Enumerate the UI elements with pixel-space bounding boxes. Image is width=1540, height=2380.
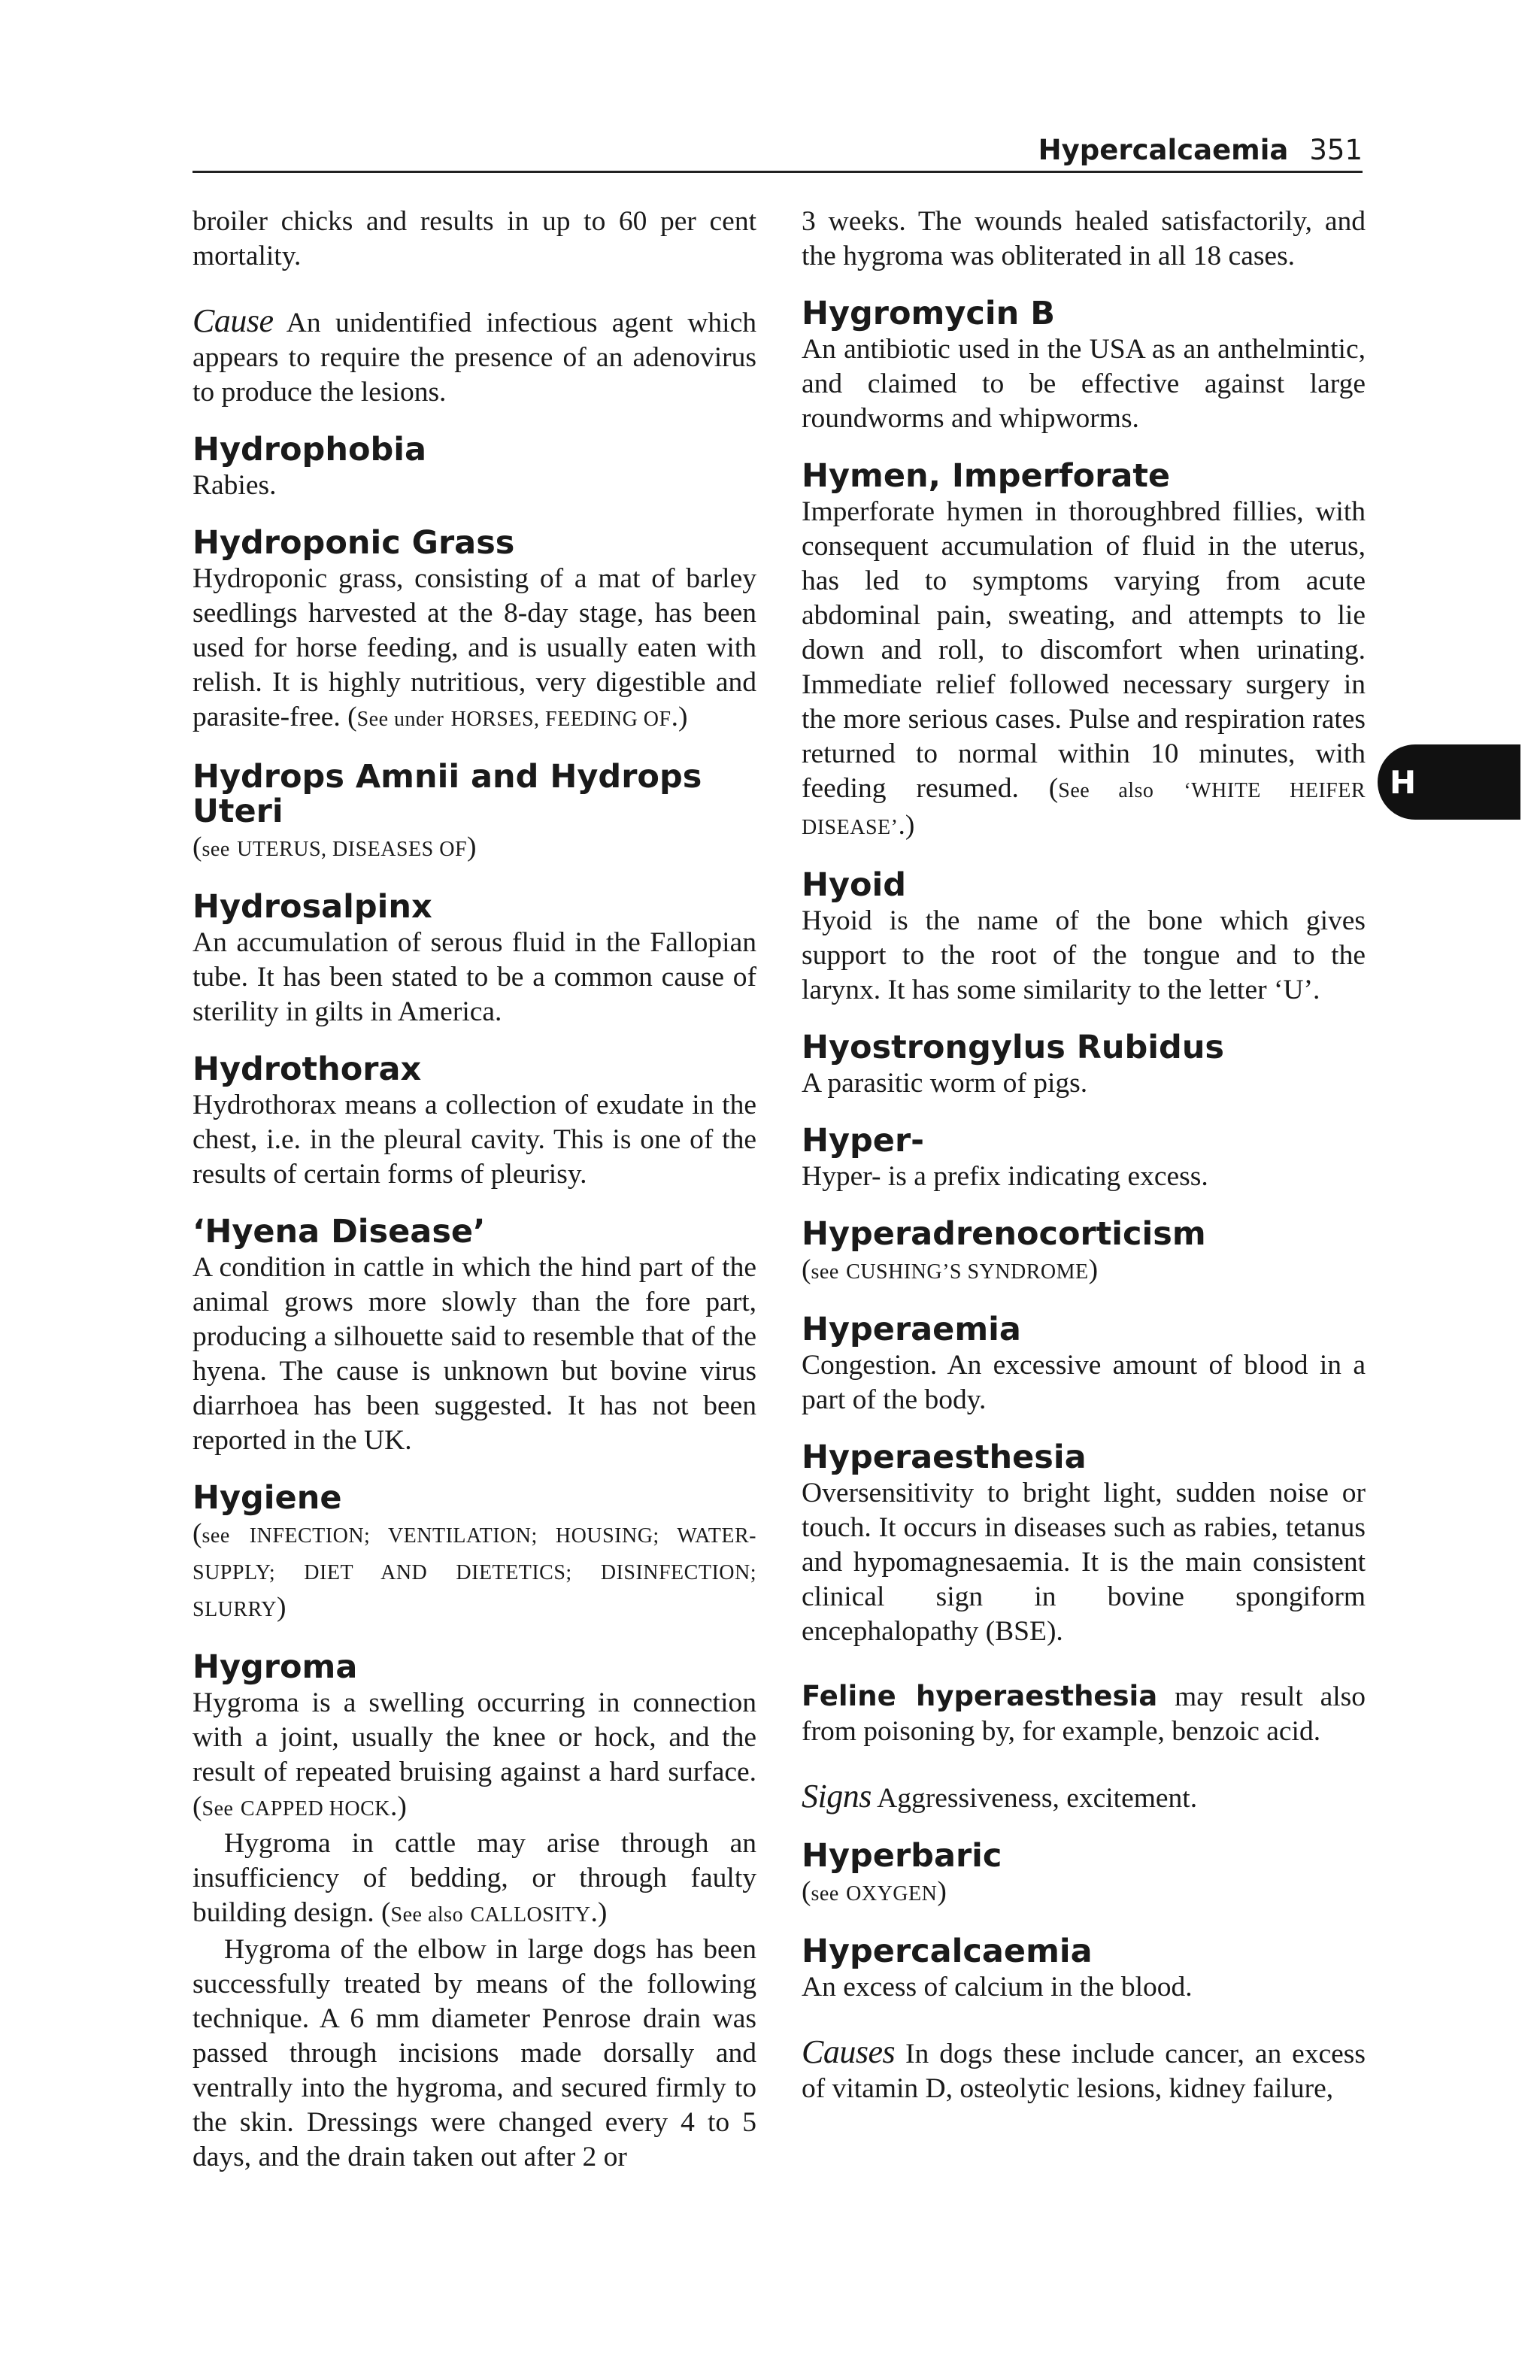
entry-definition: An accumulation of serous fluid in the Fallopian tube. It has been stated to be a common cause of sterility in gilts in America. [192, 927, 756, 1027]
entry-headword: Hypercalcaemia [802, 1933, 1093, 1970]
running-head [192, 125, 1363, 173]
entry-headword: Hygromycin B [802, 295, 1055, 332]
subsection-signs: Signs Aggressiveness, excitement. [802, 1778, 1198, 1815]
running-head-title: Hypercalcaemia [1038, 134, 1289, 166]
entry-headword: Hyperadrenocorticism [802, 1215, 1206, 1253]
entry-headword: ‘Hyena Disease’ [192, 1213, 486, 1251]
entry-cause [192, 304, 756, 410]
entry-cross-reference: (see OXYGEN) [802, 1876, 947, 1907]
entry-hyoid [802, 868, 1366, 1008]
entry-headword: Hymen, Imperforate [802, 457, 1171, 495]
entry-hyperaemia [802, 1312, 1366, 1417]
entry-hyper [802, 1123, 1366, 1194]
entry-cross-reference: (see INFECTION; VENTILATION; HOUSING; WATER-SUPPLY; DIET AND DIETETICS; DISINFECTION; SLURRY) [192, 1518, 756, 1623]
entry-headword: Hydrothorax [192, 1051, 422, 1088]
entry-hygiene [192, 1481, 756, 1627]
subsection-text: An unidentified infectious agent which appears to require the presence of an adenovirus to produce the lesions. [192, 308, 756, 408]
entry-hydrophobia [192, 432, 756, 503]
entry-headword: Hygiene [192, 1479, 342, 1517]
left-column [192, 205, 756, 2175]
entry-headword: Hygroma [192, 1648, 358, 1686]
page-number: 351 [1309, 134, 1363, 166]
entry-paragraph: Hygroma of the elbow in large dogs has been successfully treated by means of the following technique. A 6 mm diameter Penrose drain was passed through incisions made dorsally and ventrally into the hygroma, and secured firmly to the skin. Dressings were changed every 4 to 5 days, and the drain taken out after 2 or [192, 1934, 756, 2172]
entry-headword: Hydroponic Grass [192, 524, 515, 562]
entry-cross-reference: (see UTERUS, DISEASES OF) [192, 832, 477, 863]
entry-hyena-disease [192, 1214, 756, 1458]
entry-definition: Oversensitivity to bright light, sudden noise or touch. It occurs in diseases such as rabies, tetanus and hypomagnesaemia. It is the main consistent clinical sign in bovine spongiform encephalopathy (BSE). [802, 1478, 1366, 1647]
entry-hyperaesthesia [802, 1440, 1366, 1816]
entry-definition: Hydrothorax means a collection of exudate in the chest, i.e. in the pleural cavity. This is one of the results of certain forms of pleurisy. [192, 1090, 756, 1190]
entry-headword: Hydrophobia [192, 431, 427, 468]
entry-definition: A parasitic worm of pigs. [802, 1068, 1088, 1099]
entry-hydrothorax [192, 1052, 756, 1192]
entry-definition: Congestion. An excessive amount of blood in a part of the body. [802, 1350, 1366, 1415]
entry-hydrops [192, 759, 756, 867]
entry-hygromycin-b [802, 296, 1366, 436]
entry-definition: An antibiotic used in the USA as an anthelmintic, and claimed to be effective against large roundworms and whipworms. [802, 334, 1366, 434]
entry-hyperbaric [802, 1839, 1366, 1912]
entry-hydroponic-grass [192, 526, 756, 737]
entry-headword: Hyperaemia [802, 1311, 1021, 1348]
entry-headword: Hyperaesthesia [802, 1439, 1087, 1476]
subsection-causes: Causes In dogs these include cancer, an excess of vitamin D, osteolytic lesions, kidney failure, [802, 2033, 1366, 2104]
cross-reference: ‘WHITE HEIFER DISEASE’ [802, 779, 1366, 839]
entry-definition: An excess of calcium in the blood. [802, 1972, 1193, 2003]
entry-headword: Hyperbaric [802, 1837, 1002, 1875]
entry-hyostrongylus-rubidus [802, 1030, 1366, 1101]
run-in-heading: Feline hyperaesthesia [802, 1680, 1158, 1712]
entry-headword: Hyoid [802, 866, 907, 904]
entry-definition: Hyper- is a prefix indicating excess. [802, 1161, 1208, 1192]
entry-headword: Hyper- [802, 1122, 925, 1160]
entry-definition: Imperforate hymen in thoroughbred fillies, with consequent accumulation of fluid in the uterus, has led to symptoms varying from acute abdominal pain, sweating, and attempts to lie down and roll, to discomfort when urinating. Immediate relief followed necessary surgery in the more serious cases. Pulse and respiration rates returned to normal within 10 minutes, with feeding resumed. (See also ‘WHITE HEIFER DISEASE’.) [802, 496, 1366, 841]
continued-text: 3 weeks. The wounds healed satisfactorily, and the hygroma was obliterated in all 18 cases. [802, 206, 1366, 271]
subsection-label: Causes [802, 2033, 896, 2070]
subsection-label: Signs [802, 1778, 872, 1815]
cross-reference: CALLOSITY [470, 1903, 591, 1927]
entry-definition: A condition in cattle in which the hind part of the animal grows more slowly than the fore part, producing a silhouette said to resemble that of the hyena. The cause is unknown but bovine virus diarrhoea has been suggested. It has not been reported in the UK. [192, 1252, 756, 1456]
continued-text: broiler chicks and results in up to 60 per cent mortality. [192, 206, 756, 271]
entry-headword: Hydrops Amnii and Hydrops Uteri [192, 758, 702, 830]
cross-reference: CAPPED HOCK [240, 1797, 391, 1821]
subsection-label: Cause [192, 302, 274, 339]
entry-paragraph: Hygroma in cattle may arise through an insufficiency of bedding, or through faulty building design. (See also CALLOSITY.) [192, 1828, 756, 1928]
right-column [802, 205, 1366, 2106]
entry-definition: Rabies. [192, 470, 277, 501]
entry-hygroma [192, 1650, 756, 2175]
entry-paragraph: Hygroma is a swelling occurring in connection with a joint, usually the knee or hock, and the result of repeated bruising against a hard surface. (See CAPPED HOCK.) [192, 1687, 756, 1822]
entry-headword: Hyostrongylus Rubidus [802, 1029, 1225, 1066]
entry-cross-reference: (see CUSHING’S SYNDROME) [802, 1254, 1099, 1285]
entry-definition: Hydroponic grass, consisting of a mat of barley seedlings harvested at the 8-day stage, has been used for horse feeding, and is usually eaten with relish. It is highly nutritious, very digestible and parasite-free. (See under HORSES, FEEDING OF.) [192, 563, 756, 732]
thumb-index-tab [1378, 744, 1520, 820]
subsection-feline: Feline hyperaesthesia may result also from poisoning by, for example, benzoic acid. [802, 1680, 1366, 1747]
entry-hymen-imperforate [802, 459, 1366, 845]
entry-hyperadrenocorticism [802, 1217, 1366, 1290]
cross-reference: HORSES, FEEDING OF [450, 708, 671, 731]
entry-headword: Hydrosalpinx [192, 888, 432, 926]
entry-hydrosalpinx [192, 890, 756, 1029]
entry-definition: Hyoid is the name of the bone which gives support to the root of the tongue and to the larynx. It has some similarity to the letter ‘U’. [802, 905, 1366, 1005]
thumb-tab-letter: H [1390, 763, 1417, 801]
entry-hypercalcaemia [802, 1934, 1366, 2106]
